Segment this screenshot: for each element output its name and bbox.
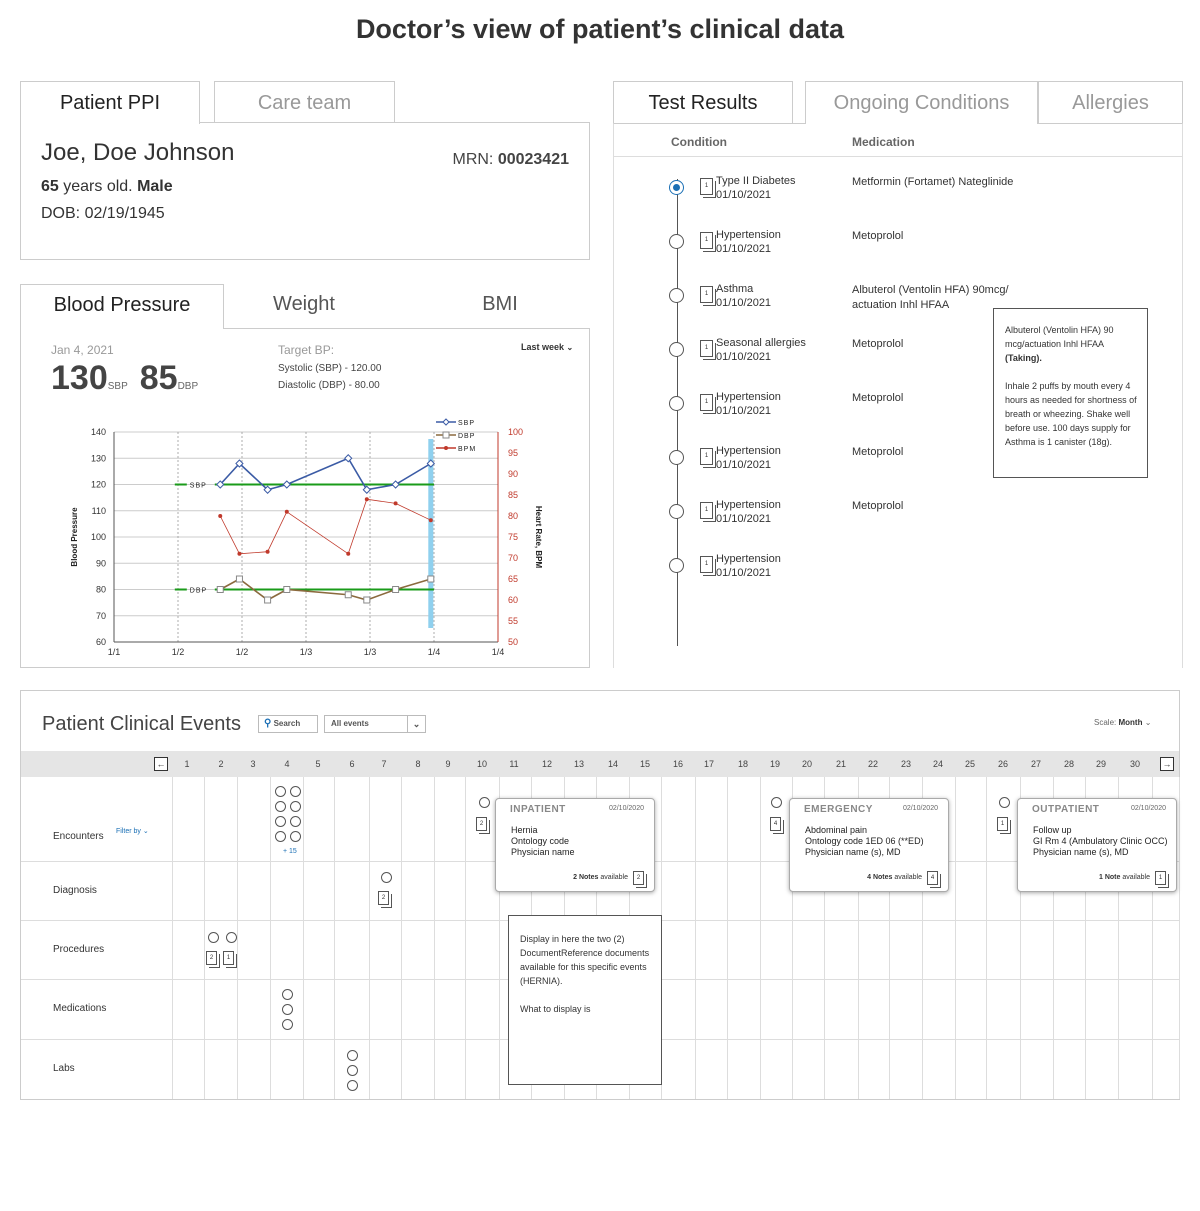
document-reference-note: Display in here the two (2) DocumentReference documents available for this specific events (HERNIA). What to display is	[508, 915, 662, 1085]
selected-dot	[673, 184, 680, 191]
event-marker[interactable]	[381, 872, 392, 883]
scale-value: Month	[1118, 718, 1143, 727]
condition-medication: Metoprolol	[852, 338, 904, 350]
document-icon[interactable]: 2	[476, 817, 487, 831]
patient-sex: Male	[137, 178, 173, 195]
day-label: 22	[867, 759, 878, 769]
y2-tick-label: 50	[508, 637, 519, 647]
y-tick-label: 120	[90, 479, 106, 490]
y2-axis-title: Heart Rate, BPM	[534, 505, 543, 569]
day-label: 20	[801, 759, 812, 769]
y2-tick-label: 85	[508, 490, 519, 500]
prev-period-button[interactable]: ←	[154, 757, 168, 771]
patient-mrn	[452, 151, 569, 169]
document-icon[interactable]: 1	[700, 448, 713, 465]
encounter-detail-line: Ontology code 1ED 06 (**ED)	[805, 836, 924, 846]
target-bp-label: Target BP:	[278, 343, 335, 357]
encounters-filter-by[interactable]	[116, 827, 149, 835]
condition-date: 01/10/2021	[716, 351, 772, 363]
tab-test-results[interactable]: Test Results	[613, 81, 793, 123]
next-period-button[interactable]: →	[1160, 757, 1174, 771]
condition-name: Hypertension	[716, 445, 781, 457]
day-label: 5	[315, 759, 321, 769]
document-icon[interactable]: 1	[700, 232, 713, 249]
grid-column-line	[334, 777, 335, 1099]
sbp-value: 130	[51, 359, 108, 397]
tab-care-team[interactable]: Care team	[214, 81, 395, 123]
filter-select-value: All events	[331, 719, 369, 728]
grid-column-line	[270, 777, 271, 1099]
reference-label: DBP	[189, 587, 208, 595]
legend-marker	[443, 432, 449, 438]
day-label: 24	[932, 759, 943, 769]
encounter-card[interactable]	[495, 798, 655, 892]
condition-name: Type II Diabetes	[716, 175, 796, 187]
chevron-down-icon: ⌄	[566, 343, 574, 352]
event-marker[interactable]	[771, 797, 782, 808]
timeline-node[interactable]	[669, 180, 684, 195]
grid-column-line	[465, 777, 466, 1099]
page-title: Doctor’s view of patient’s clinical data	[355, 14, 845, 44]
day-label: 27	[1030, 759, 1041, 769]
x-tick-label: 1/2	[171, 647, 185, 657]
chevron-down-icon: ⌄	[1144, 718, 1152, 727]
scale-select[interactable]	[1094, 718, 1151, 727]
day-label: 9	[445, 759, 451, 769]
encounter-details	[1033, 825, 1173, 858]
day-label: 21	[835, 759, 846, 769]
document-icon[interactable]: 1	[700, 556, 713, 573]
age-text: years old.	[58, 178, 138, 195]
chevron-down-icon: ⌄	[142, 828, 149, 835]
y2-tick-label: 100	[508, 427, 524, 437]
condition-name: Hypertension	[716, 553, 781, 565]
y2-tick-label: 75	[508, 532, 519, 542]
tab-blood-pressure[interactable]: Blood Pressure	[20, 284, 224, 329]
range-select[interactable]	[521, 342, 573, 352]
condition-medication: Metoprolol	[852, 392, 904, 404]
search-label: Search	[273, 719, 301, 728]
event-marker[interactable]	[290, 831, 301, 842]
grid-column-line	[955, 777, 956, 1099]
condition-medication: Albuterol (Ventolin HFA) 90mcg/ actuation Inhl HFAA	[852, 284, 1009, 311]
document-icon[interactable]: 1	[1155, 871, 1166, 885]
event-marker[interactable]	[282, 1004, 293, 1015]
y-tick-label: 90	[95, 558, 106, 569]
encounter-detail-line: Follow up	[1033, 825, 1072, 835]
data-point	[392, 481, 399, 488]
data-point	[363, 486, 370, 493]
x-tick-label: 1/1	[107, 647, 121, 657]
day-label: 14	[607, 759, 618, 769]
encounter-details	[805, 825, 945, 858]
notes-available[interactable]	[867, 874, 922, 881]
document-icon[interactable]: 1	[223, 951, 234, 965]
grid-column-line	[303, 777, 304, 1099]
patient-age: 65	[41, 178, 59, 195]
encounter-details	[511, 825, 651, 858]
document-icon[interactable]: 4	[770, 817, 781, 831]
document-icon[interactable]: 2	[378, 891, 389, 905]
day-label: 28	[1063, 759, 1074, 769]
encounter-type: INPATIENT	[510, 804, 566, 815]
event-row-label: Labs	[53, 1063, 75, 1074]
document-icon[interactable]: 1	[700, 178, 713, 195]
day-label: 25	[964, 759, 975, 769]
filter-by-label: Filter by	[116, 828, 141, 835]
document-icon[interactable]: 2	[633, 871, 644, 885]
day-label: 19	[769, 759, 780, 769]
event-marker[interactable]	[999, 797, 1010, 808]
event-marker[interactable]	[347, 1050, 358, 1061]
data-point	[393, 587, 399, 593]
data-point	[236, 576, 242, 582]
condition-date: 01/10/2021	[716, 459, 772, 471]
document-icon[interactable]: 1	[700, 502, 713, 519]
encounter-card[interactable]	[1017, 798, 1177, 892]
condition-date: 01/10/2021	[716, 189, 772, 201]
condition-date: 01/10/2021	[716, 243, 772, 255]
search-icon: ⚲	[264, 718, 272, 729]
mrn-value: 00023421	[497, 151, 569, 168]
day-label: 16	[672, 759, 683, 769]
data-point	[346, 552, 350, 556]
data-point	[217, 587, 223, 593]
document-icon[interactable]: 1	[700, 286, 713, 303]
day-label: 17	[703, 759, 714, 769]
event-row-label: Procedures	[53, 943, 105, 955]
medication-column-header: Medication	[852, 135, 915, 149]
x-tick-label: 1/3	[299, 647, 313, 657]
events-search[interactable]	[258, 715, 318, 733]
condition-row[interactable]	[614, 499, 1174, 554]
condition-date: 01/10/2021	[716, 405, 772, 417]
data-point	[237, 552, 241, 556]
grid-column-line	[986, 777, 987, 1099]
event-row-label: Medications	[53, 1003, 107, 1014]
dbp-value: 85	[139, 359, 178, 397]
y2-tick-label: 95	[508, 448, 519, 458]
document-icon[interactable]: 1	[700, 340, 713, 357]
data-point	[266, 550, 270, 554]
grid-column-line	[237, 777, 238, 1099]
day-label: 4	[284, 759, 290, 769]
day-label: 15	[639, 759, 650, 769]
grid-column-line	[695, 777, 696, 1099]
grid-column-line	[760, 777, 761, 1099]
condition-medication: Metoprolol	[852, 500, 904, 512]
day-label: 30	[1129, 759, 1140, 769]
condition-name: Hypertension	[716, 229, 781, 241]
target-dbp: Diastolic (DBP) - 80.00	[278, 380, 380, 391]
encounter-type: OUTPATIENT	[1032, 804, 1100, 815]
grid-column-line	[204, 777, 205, 1099]
event-marker[interactable]	[282, 989, 293, 1000]
vitals-panel	[20, 328, 590, 668]
timeline-node[interactable]	[669, 288, 684, 303]
data-point	[364, 597, 370, 603]
event-marker[interactable]	[347, 1065, 358, 1076]
encounter-detail-line: Physician name (s), MD	[1033, 847, 1129, 857]
grid-column-line	[434, 777, 435, 1099]
y2-tick-label: 55	[508, 616, 519, 626]
x-tick-label: 1/3	[363, 647, 377, 657]
notes-text: available	[598, 874, 628, 881]
day-label: 18	[737, 759, 748, 769]
data-point	[284, 587, 290, 593]
bp-chart	[61, 414, 561, 664]
encounter-date: 02/10/2020	[1130, 805, 1166, 812]
x-tick-label: 1/4	[427, 647, 441, 657]
vitals-reading	[51, 359, 198, 398]
vitals-date: Jan 4, 2021	[51, 343, 114, 357]
legend-label: SBP	[458, 420, 476, 427]
events-title: Patient Clinical Events	[42, 713, 241, 735]
y2-tick-label: 80	[508, 511, 519, 521]
event-marker[interactable]	[275, 816, 286, 827]
grid-column-line	[727, 777, 728, 1099]
notes-count: 1 Note	[1099, 874, 1121, 881]
document-icon[interactable]: 2	[206, 951, 217, 965]
document-icon[interactable]: 4	[927, 871, 938, 885]
day-label: 8	[415, 759, 421, 769]
condition-row[interactable]	[614, 229, 1174, 284]
data-point	[218, 514, 222, 518]
patient-dob: DOB: 02/19/1945	[41, 205, 165, 222]
data-point	[285, 510, 289, 514]
event-marker[interactable]	[290, 786, 301, 797]
y-tick-label: 130	[90, 453, 106, 464]
tab-weight[interactable]: Weight	[273, 293, 335, 315]
encounter-type: EMERGENCY	[804, 804, 873, 815]
encounter-detail-line: Ontology code	[511, 836, 570, 846]
event-marker[interactable]	[275, 831, 286, 842]
dbp-unit: DBP	[177, 381, 199, 392]
document-icon[interactable]: 1	[700, 394, 713, 411]
medication-tooltip	[993, 308, 1148, 478]
data-point	[394, 501, 398, 505]
target-sbp: Systolic (SBP) - 120.00	[278, 363, 382, 374]
day-label: 13	[573, 759, 584, 769]
event-marker[interactable]	[208, 932, 219, 943]
day-label: 6	[349, 759, 355, 769]
day-label: 7	[381, 759, 387, 769]
notes-count: 4 Notes	[867, 874, 893, 881]
timeline-node[interactable]	[669, 342, 684, 357]
condition-date: 01/10/2021	[716, 297, 772, 309]
timeline-node[interactable]	[669, 234, 684, 249]
x-tick-label: 1/2	[235, 647, 249, 657]
y-tick-label: 70	[95, 610, 106, 621]
chevron-down-icon: ⌄	[407, 716, 425, 732]
encounter-date: 02/10/2020	[608, 805, 644, 812]
data-point	[345, 455, 352, 462]
sbp-unit: SBP	[107, 381, 128, 392]
timeline-node[interactable]	[669, 504, 684, 519]
grid-column-line	[1179, 777, 1180, 1099]
y-tick-label: 80	[95, 584, 106, 595]
day-label: 2	[218, 759, 224, 769]
legend-marker	[444, 446, 448, 450]
encounter-detail-line: Physician name (s), MD	[805, 847, 901, 857]
day-label: 29	[1095, 759, 1106, 769]
timeline-node[interactable]	[669, 450, 684, 465]
encounter-detail-line: Hernia	[511, 825, 538, 835]
event-marker[interactable]	[347, 1080, 358, 1091]
grid-column-line	[369, 777, 370, 1099]
condition-medication: Metoprolol	[852, 230, 904, 242]
event-marker[interactable]	[479, 797, 490, 808]
condition-name: Seasonal allergies	[716, 337, 806, 349]
data-point	[265, 597, 271, 603]
condition-name: Asthma	[716, 283, 754, 295]
notes-available[interactable]	[573, 874, 628, 881]
y2-tick-label: 65	[508, 574, 519, 584]
data-point	[428, 576, 434, 582]
document-icon[interactable]: 1	[997, 817, 1008, 831]
x-tick-label: 1/4	[491, 647, 505, 657]
tooltip-medication: Albuterol (Ventolin HFA) 90 mcg/actuation Inhl HFAA	[1005, 325, 1114, 349]
encounter-detail-line: GI Rm 4 (Ambulatory Clinic OCC)	[1033, 836, 1168, 846]
y-axis-title: Blood Pressure	[70, 507, 79, 567]
data-point	[429, 518, 433, 522]
condition-name: Hypertension	[716, 499, 781, 511]
series-line	[220, 499, 431, 554]
event-marker[interactable]	[275, 801, 286, 812]
y-tick-label: 110	[91, 505, 106, 516]
day-label: 11	[509, 759, 519, 769]
patient-info-panel	[20, 122, 590, 260]
mrn-label: MRN:	[452, 151, 498, 168]
notes-text: available	[1120, 874, 1150, 881]
more-events-count[interactable]: + 15	[283, 848, 297, 855]
event-marker[interactable]	[275, 786, 286, 797]
grid-column-line	[401, 777, 402, 1099]
y2-tick-label: 60	[508, 595, 519, 605]
y-tick-label: 100	[90, 532, 106, 542]
day-label: 3	[250, 759, 256, 769]
reference-label: SBP	[189, 482, 207, 490]
events-filter-select[interactable]	[324, 715, 426, 733]
y-tick-label: 140	[90, 427, 106, 437]
condition-medication: Metoprolol	[852, 446, 904, 458]
patient-name: Joe, Doe Johnson	[41, 139, 235, 166]
condition-row[interactable]	[614, 175, 1174, 230]
day-label: 26	[997, 759, 1008, 769]
tab-allergies[interactable]: Allergies	[1038, 81, 1183, 123]
tab-ongoing-conditions[interactable]: Ongoing Conditions	[805, 81, 1038, 124]
condition-date: 01/10/2021	[716, 513, 772, 525]
grid-column-line	[172, 777, 173, 1099]
notes-count: 2 Notes	[573, 874, 599, 881]
data-point	[283, 481, 290, 488]
y2-tick-label: 70	[508, 553, 519, 563]
data-point	[365, 497, 369, 501]
scale-label: Scale:	[1094, 718, 1117, 727]
y2-tick-label: 90	[508, 469, 519, 479]
timeline-node[interactable]	[669, 396, 684, 411]
event-marker[interactable]	[290, 816, 301, 827]
tab-patient-ppi[interactable]: Patient PPI	[20, 81, 200, 124]
patient-age-sex	[41, 178, 173, 196]
notes-available[interactable]	[1099, 874, 1150, 881]
legend-label: DBP	[458, 433, 476, 440]
tab-bmi[interactable]: BMI	[482, 293, 518, 315]
event-row-label: Encounters	[53, 831, 104, 842]
event-marker[interactable]	[282, 1019, 293, 1030]
day-label: 10	[476, 759, 487, 769]
y-tick-label: 60	[95, 637, 106, 647]
condition-name: Hypertension	[716, 391, 781, 403]
day-label: 23	[900, 759, 911, 769]
encounter-date: 02/10/2020	[902, 805, 938, 812]
encounter-detail-line: Physician name	[511, 847, 575, 857]
tooltip-instructions: Inhale 2 puffs by mouth every 4 hours as needed for shortness of breath or wheezing. Shake well before use. 100 days supply for Asthma is 1 canister (18g).	[1005, 381, 1137, 447]
timeline-node[interactable]	[669, 558, 684, 573]
legend-label: BPM	[458, 446, 477, 453]
event-row-label: Diagnosis	[53, 884, 97, 896]
condition-column-header: Condition	[671, 135, 727, 149]
clinical-events-panel	[20, 690, 1180, 1100]
data-point	[345, 592, 351, 598]
day-label: 1	[184, 759, 190, 769]
condition-date: 01/10/2021	[716, 567, 772, 579]
condition-row[interactable]	[614, 553, 1174, 608]
event-marker[interactable]	[290, 801, 301, 812]
encounter-card[interactable]	[789, 798, 949, 892]
conditions-panel	[613, 123, 1183, 668]
day-label: 12	[541, 759, 552, 769]
range-select-label: Last week	[521, 342, 565, 352]
legend-marker	[443, 419, 449, 425]
tooltip-status: (Taking).	[1005, 353, 1042, 363]
notes-text: available	[892, 874, 922, 881]
encounter-detail-line: Abdominal pain	[805, 825, 868, 835]
condition-medication: Metformin (Fortamet) Nateglinide	[852, 176, 1014, 188]
event-marker[interactable]	[226, 932, 237, 943]
